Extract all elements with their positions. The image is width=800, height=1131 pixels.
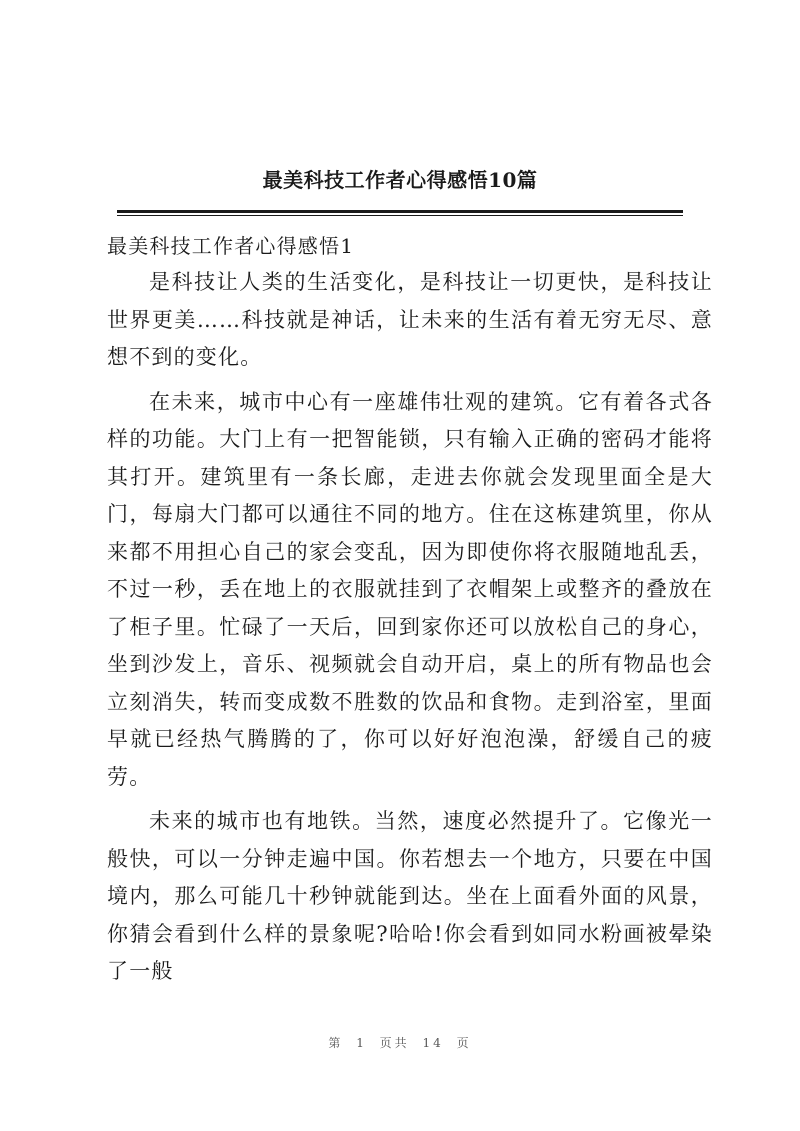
title-rule-thick <box>117 210 683 213</box>
footer-label-page: 第 <box>328 1036 344 1050</box>
title-rule-thin <box>117 215 683 216</box>
section-heading: 最美科技工作者心得感悟1 <box>107 234 355 258</box>
footer-current-page: 1 <box>356 1036 367 1050</box>
footer-total-pages: 14 <box>422 1036 444 1050</box>
footer-label-of-total: 页共 <box>379 1036 410 1050</box>
document-title: 最美科技工作者心得感悟10篇 <box>262 168 538 192</box>
footer-label-page-end: 页 <box>456 1036 472 1050</box>
paragraph-3: 未来的城市也有地铁。当然，速度必然提升了。它像光一般快，可以一分钟走遍中国。你若想去一个地方，只要在中国境内，那么可能几十秒钟就能到达。坐在上面看外面的风景，你猜会看到什么样的景象呢?哈哈!你会看到如同水粉画被晕染了一般 <box>107 809 713 983</box>
page-footer <box>0 1034 800 1051</box>
document-body <box>107 228 713 998</box>
paragraph-2: 在未来，城市中心有一座雄伟壮观的建筑。它有着各式各样的功能。大门上有一把智能锁，只有输入正确的密码才能将其打开。建筑里有一条长廊，走进去你就会发现里面全是大门，每扇大门都可以通往不同的地方。住在这栋建筑里，你从来都不用担心自己的家会变乱，因为即使你将衣服随地乱丢，不过一秒，丢在地上的衣服就挂到了衣帽架上或整齐的叠放在了柜子里。忙碌了一天后，回到家你还可以放松自己的身心，坐到沙发上，音乐、视频就会自动开启，桌上的所有物品也会立刻消失，转而变成数不胜数的饮品和食物。走到浴室，里面早就已经热气腾腾的了，你可以好好泡泡澡，舒缓自己的疲劳。 <box>107 389 713 789</box>
paragraph-1: 是科技让人类的生活变化，是科技让一切更快，是科技让世界更美……科技就是神话，让未来的生活有着无穷无尽、意想不到的变化。 <box>107 270 713 369</box>
